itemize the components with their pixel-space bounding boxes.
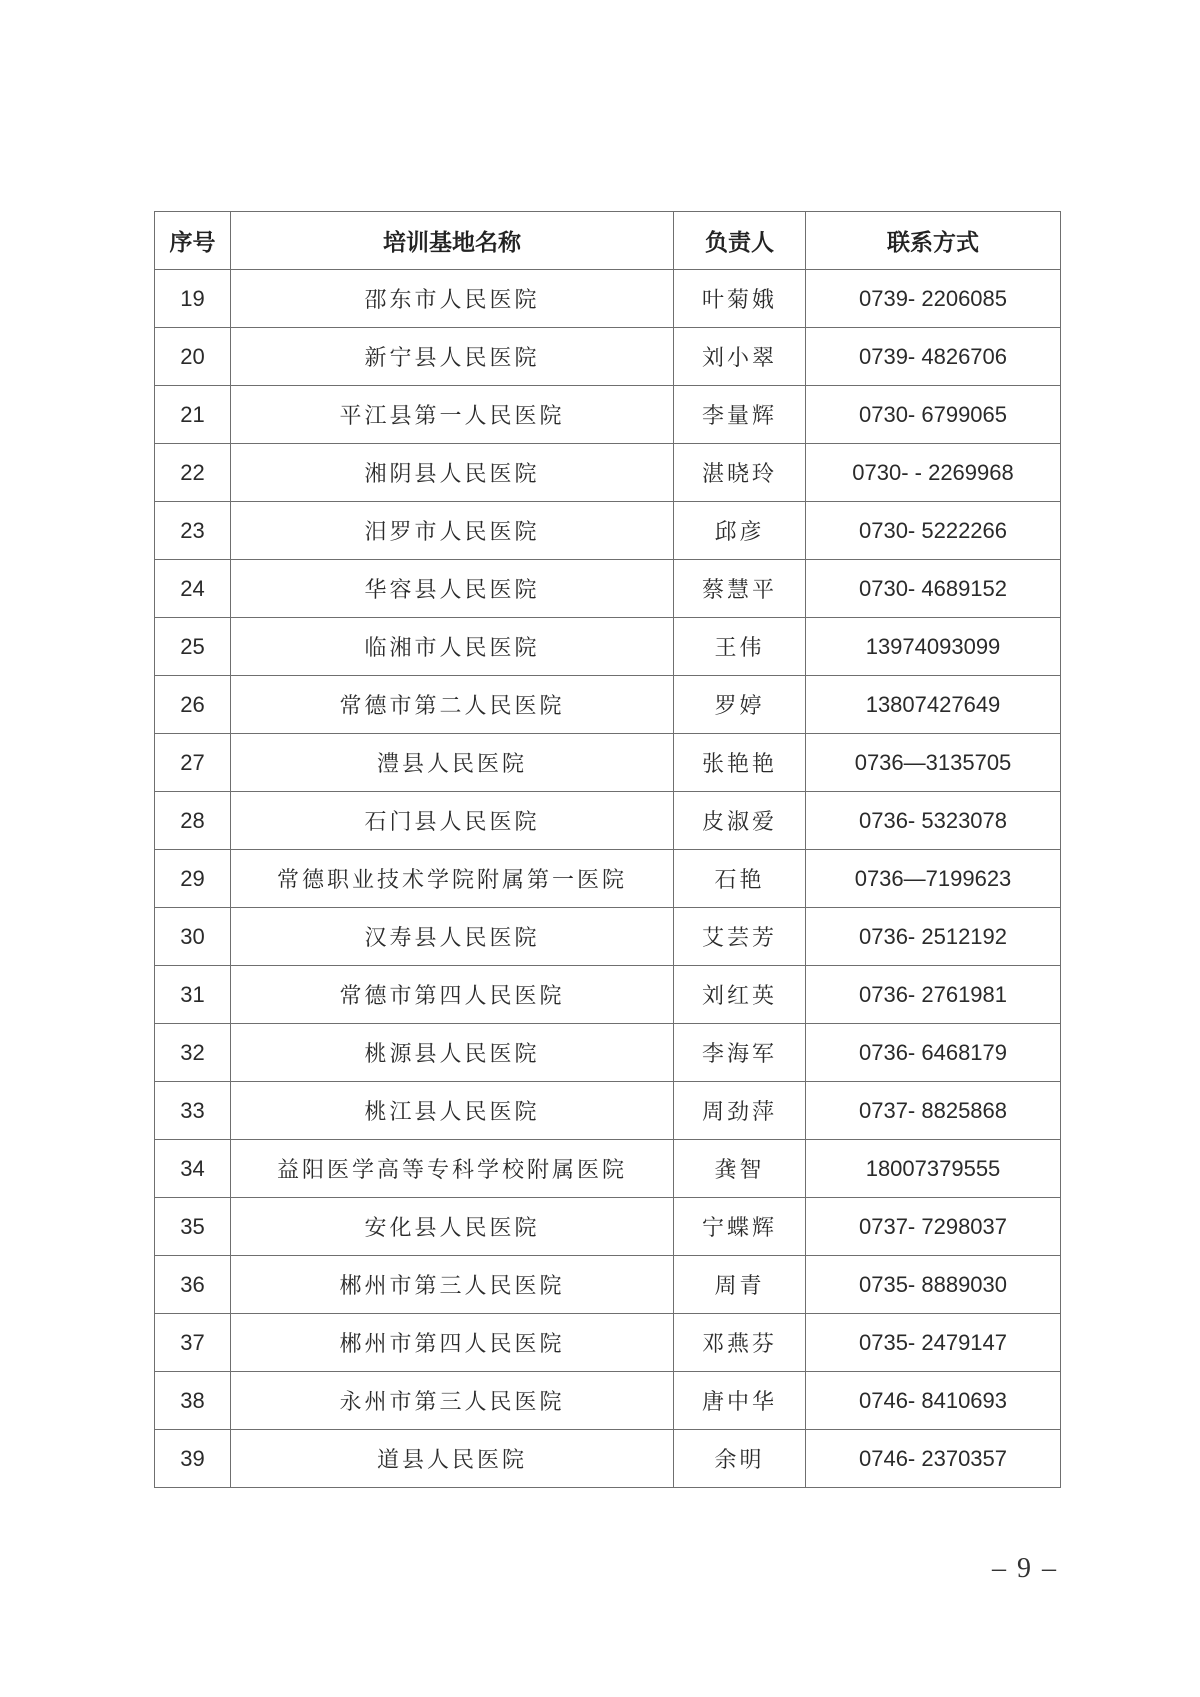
cell-person-in-charge: 李海军 — [674, 1024, 806, 1082]
table-row — [155, 676, 1061, 734]
cell-base-name: 安化县人民医院 — [231, 1198, 674, 1256]
table-row — [155, 618, 1061, 676]
training-base-table — [154, 211, 1061, 1488]
cell-contact: 0736—7199623 — [806, 850, 1061, 908]
table-row — [155, 1198, 1061, 1256]
cell-serial-number: 33 — [155, 1082, 231, 1140]
cell-serial-number: 37 — [155, 1314, 231, 1372]
table-body — [155, 270, 1061, 1488]
cell-person-in-charge: 皮淑爱 — [674, 792, 806, 850]
cell-person-in-charge: 叶菊娥 — [674, 270, 806, 328]
table-row — [155, 1024, 1061, 1082]
cell-person-in-charge: 王伟 — [674, 618, 806, 676]
cell-serial-number: 29 — [155, 850, 231, 908]
cell-serial-number: 26 — [155, 676, 231, 734]
cell-contact: 0737- 8825868 — [806, 1082, 1061, 1140]
cell-person-in-charge: 周劲萍 — [674, 1082, 806, 1140]
cell-contact: 0736- 2761981 — [806, 966, 1061, 1024]
cell-base-name: 临湘市人民医院 — [231, 618, 674, 676]
table-row — [155, 850, 1061, 908]
cell-serial-number: 28 — [155, 792, 231, 850]
cell-contact: 0736- 6468179 — [806, 1024, 1061, 1082]
cell-person-in-charge: 刘小翠 — [674, 328, 806, 386]
cell-contact: 0730- - 2269968 — [806, 444, 1061, 502]
cell-contact: 0746- 2370357 — [806, 1430, 1061, 1488]
header-row — [155, 212, 1061, 270]
table-row — [155, 328, 1061, 386]
cell-base-name: 道县人民医院 — [231, 1430, 674, 1488]
cell-base-name: 益阳医学高等专科学校附属医院 — [231, 1140, 674, 1198]
cell-person-in-charge: 石艳 — [674, 850, 806, 908]
cell-serial-number: 20 — [155, 328, 231, 386]
table-row — [155, 1430, 1061, 1488]
cell-person-in-charge: 周青 — [674, 1256, 806, 1314]
table-row — [155, 386, 1061, 444]
cell-base-name: 桃江县人民医院 — [231, 1082, 674, 1140]
cell-person-in-charge: 唐中华 — [674, 1372, 806, 1430]
cell-person-in-charge: 蔡慧平 — [674, 560, 806, 618]
table-row — [155, 502, 1061, 560]
cell-base-name: 汨罗市人民医院 — [231, 502, 674, 560]
cell-base-name: 常德职业技术学院附属第一医院 — [231, 850, 674, 908]
cell-contact: 13807427649 — [806, 676, 1061, 734]
cell-contact: 0730- 6799065 — [806, 386, 1061, 444]
cell-serial-number: 30 — [155, 908, 231, 966]
cell-person-in-charge: 龚智 — [674, 1140, 806, 1198]
cell-serial-number: 22 — [155, 444, 231, 502]
cell-person-in-charge: 湛晓玲 — [674, 444, 806, 502]
table-row — [155, 1314, 1061, 1372]
cell-base-name: 邵东市人民医院 — [231, 270, 674, 328]
cell-serial-number: 34 — [155, 1140, 231, 1198]
header-serial-number: 序号 — [155, 212, 231, 270]
cell-base-name: 平江县第一人民医院 — [231, 386, 674, 444]
cell-base-name: 澧县人民医院 — [231, 734, 674, 792]
cell-serial-number: 39 — [155, 1430, 231, 1488]
cell-serial-number: 25 — [155, 618, 231, 676]
cell-contact: 0739- 2206085 — [806, 270, 1061, 328]
cell-contact: 0735- 2479147 — [806, 1314, 1061, 1372]
cell-contact: 0736—3135705 — [806, 734, 1061, 792]
cell-base-name: 郴州市第四人民医院 — [231, 1314, 674, 1372]
cell-person-in-charge: 刘红英 — [674, 966, 806, 1024]
cell-serial-number: 24 — [155, 560, 231, 618]
cell-person-in-charge: 艾芸芳 — [674, 908, 806, 966]
cell-serial-number: 31 — [155, 966, 231, 1024]
cell-contact: 0737- 7298037 — [806, 1198, 1061, 1256]
cell-base-name: 华容县人民医院 — [231, 560, 674, 618]
table-row — [155, 908, 1061, 966]
table-row — [155, 966, 1061, 1024]
table-row — [155, 1372, 1061, 1430]
cell-base-name: 汉寿县人民医院 — [231, 908, 674, 966]
page-number: – 9 – — [992, 1553, 1058, 1584]
cell-contact: 0739- 4826706 — [806, 328, 1061, 386]
cell-base-name: 石门县人民医院 — [231, 792, 674, 850]
cell-contact: 18007379555 — [806, 1140, 1061, 1198]
cell-person-in-charge: 张艳艳 — [674, 734, 806, 792]
header-person-in-charge: 负责人 — [674, 212, 806, 270]
cell-person-in-charge: 宁蝶辉 — [674, 1198, 806, 1256]
cell-contact: 0736- 2512192 — [806, 908, 1061, 966]
header-contact: 联系方式 — [806, 212, 1061, 270]
cell-serial-number: 32 — [155, 1024, 231, 1082]
cell-base-name: 桃源县人民医院 — [231, 1024, 674, 1082]
cell-base-name: 新宁县人民医院 — [231, 328, 674, 386]
cell-person-in-charge: 李量辉 — [674, 386, 806, 444]
cell-base-name: 永州市第三人民医院 — [231, 1372, 674, 1430]
cell-base-name: 湘阴县人民医院 — [231, 444, 674, 502]
cell-person-in-charge: 罗婷 — [674, 676, 806, 734]
table-row — [155, 560, 1061, 618]
cell-contact: 0730- 5222266 — [806, 502, 1061, 560]
cell-serial-number: 21 — [155, 386, 231, 444]
cell-contact: 0736- 5323078 — [806, 792, 1061, 850]
cell-base-name: 常德市第二人民医院 — [231, 676, 674, 734]
table-row — [155, 270, 1061, 328]
cell-person-in-charge: 邓燕芬 — [674, 1314, 806, 1372]
cell-serial-number: 23 — [155, 502, 231, 560]
cell-contact: 0746- 8410693 — [806, 1372, 1061, 1430]
cell-serial-number: 38 — [155, 1372, 231, 1430]
table-row — [155, 734, 1061, 792]
cell-serial-number: 35 — [155, 1198, 231, 1256]
cell-base-name: 郴州市第三人民医院 — [231, 1256, 674, 1314]
table-row — [155, 1082, 1061, 1140]
cell-serial-number: 27 — [155, 734, 231, 792]
cell-contact: 0730- 4689152 — [806, 560, 1061, 618]
cell-contact: 13974093099 — [806, 618, 1061, 676]
cell-base-name: 常德市第四人民医院 — [231, 966, 674, 1024]
table-row — [155, 1256, 1061, 1314]
table-row — [155, 792, 1061, 850]
table-row — [155, 444, 1061, 502]
table-header — [155, 212, 1061, 270]
header-base-name: 培训基地名称 — [231, 212, 674, 270]
cell-serial-number: 19 — [155, 270, 231, 328]
cell-contact: 0735- 8889030 — [806, 1256, 1061, 1314]
cell-serial-number: 36 — [155, 1256, 231, 1314]
cell-person-in-charge: 余明 — [674, 1430, 806, 1488]
cell-person-in-charge: 邱彦 — [674, 502, 806, 560]
table-row — [155, 1140, 1061, 1198]
